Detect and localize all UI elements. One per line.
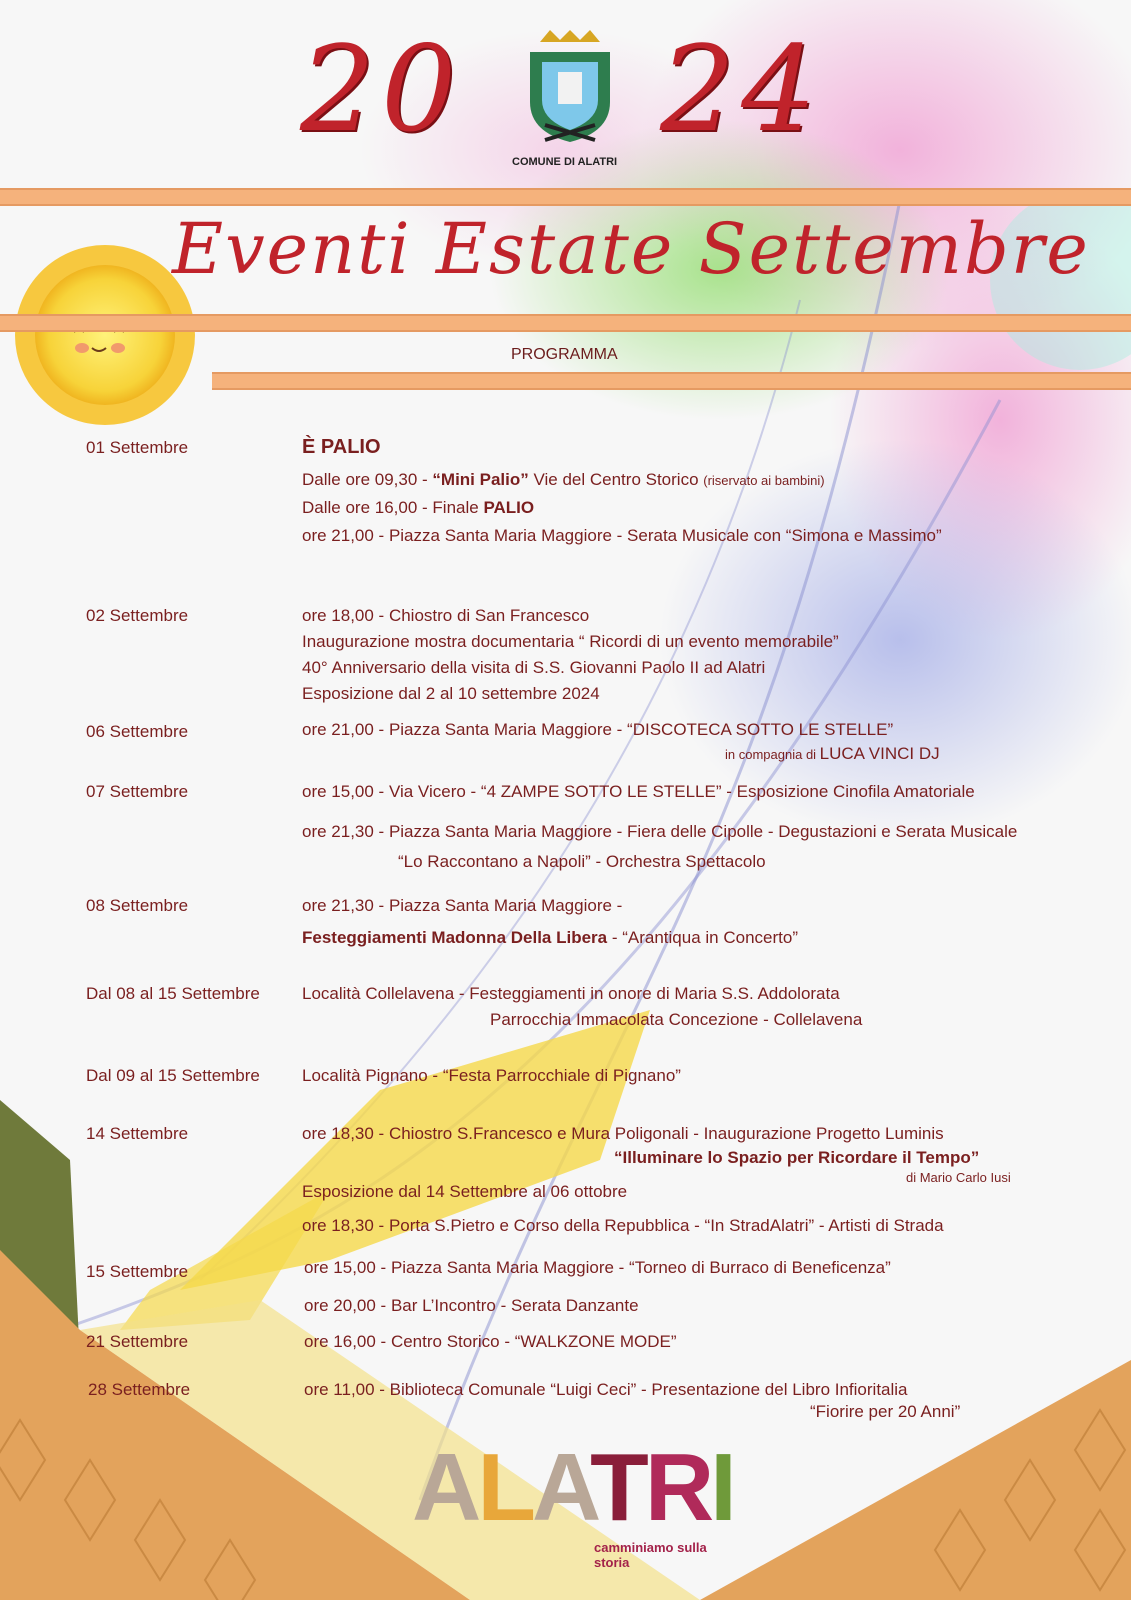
event-date: 07 Settembre (86, 782, 189, 801)
event-text: Dalle ore 09,30 - (302, 470, 433, 489)
event-line: ore 18,30 - Chiostro S.Francesco e Mura Poligonali - Inaugurazione Progetto Luminis (302, 1124, 944, 1143)
event-line: ore 21,00 - Piazza Santa Maria Maggiore - “DISCOTECA SOTTO LE STELLE” (302, 720, 894, 739)
event-date: 08 Settembre (86, 896, 189, 915)
event-note: di Mario Carlo Iusi (906, 1170, 1011, 1185)
alatri-logo (412, 1434, 733, 1570)
event-line: ore 18,30 - Porta S.Pietro e Corso della Repubblica - “In StradAlatri” - Artisti di Strada (302, 1216, 944, 1235)
event-line: Parrocchia Immacolata Concezione - Collelavena (490, 1010, 863, 1029)
event-highlight: “Mini Palio” (432, 470, 529, 489)
event-highlight: PALIO (483, 498, 535, 517)
logo-letter: R (644, 1434, 711, 1541)
event-line: Località Pignano - “Festa Parrocchiale di Pignano” (302, 1066, 681, 1085)
event-line: ore 18,00 - Chiostro di San Francesco (302, 606, 590, 625)
logo-tagline: camminiamo sulla storia (594, 1540, 707, 1570)
event-text: - “Arantiqua in Concerto” (607, 928, 798, 947)
logo-letter: I (710, 1434, 733, 1541)
logo-wordmark (412, 1434, 733, 1541)
event-date: 21 Settembre (86, 1332, 189, 1351)
event-highlight: Festeggiamenti Madonna Della Libera (302, 928, 608, 947)
event-line: ore 11,00 - Biblioteca Comunale “Luigi Ceci” - Presentazione del Libro Infioritalia (304, 1380, 908, 1399)
event-line: ore 15,00 - Via Vicero - “4 ZAMPE SOTTO LE STELLE” - Esposizione Cinofila Amatoriale (302, 782, 975, 801)
event-text: Vie del Centro Storico (528, 470, 704, 489)
event-date: 06 Settembre (86, 722, 189, 741)
event-line: ore 21,00 - Piazza Santa Maria Maggiore - Serata Musicale con “Simona e Massimo” (302, 526, 942, 545)
logo-letter: A (412, 1434, 478, 1541)
event-text: Dalle ore 16,00 - Finale (302, 498, 484, 517)
decorative-band (0, 314, 1131, 332)
event-line: Esposizione dal 14 Settembre al 06 ottobre (302, 1182, 628, 1201)
event-note: (riservato ai bambini) (703, 473, 825, 488)
event-line: “Fiorire per 20 Anni” (810, 1402, 961, 1421)
event-line: Località Collelavena - Festeggiamenti in onore di Maria S.S. Addolorata (302, 984, 840, 1003)
program-subtitle: PROGRAMMA (511, 346, 618, 363)
logo-letter: T (590, 1434, 645, 1541)
year-left: 20 (300, 20, 463, 158)
page-title: Eventi Estate Settembre (172, 208, 1090, 290)
event-line: ore 21,30 - Piazza Santa Maria Maggiore - (302, 896, 623, 915)
logo-letter: L (477, 1434, 532, 1541)
event-line (302, 928, 798, 948)
logo-letter: A (531, 1434, 591, 1541)
event-line (302, 470, 825, 490)
event-line: ore 20,00 - Bar L’Incontro - Serata Danzante (304, 1296, 639, 1315)
event-heading: È PALIO (302, 436, 381, 458)
event-line: Esposizione dal 2 al 10 settembre 2024 (302, 684, 600, 703)
event-date: 28 Settembre (88, 1380, 191, 1399)
event-date: Dal 09 al 15 Settembre (86, 1066, 260, 1085)
event-text: LUCA VINCI DJ (819, 744, 940, 763)
event-date: 01 Settembre (86, 438, 189, 457)
event-line: ore 21,30 - Piazza Santa Maria Maggiore - Fiera delle Cipolle - Degustazioni e Serata Musicale (302, 822, 1018, 841)
event-highlight: “Illuminare lo Spazio per Ricordare il Tempo” (614, 1148, 980, 1167)
event-line (302, 498, 534, 518)
decorative-band (0, 188, 1131, 206)
event-line: “Lo Raccontano a Napoli” - Orchestra Spettacolo (398, 852, 766, 871)
decorative-band (212, 372, 1131, 390)
event-line: Inaugurazione mostra documentaria “ Ricordi di un evento memorabile” (302, 632, 839, 651)
event-line: 40° Anniversario della visita di S.S. Giovanni Paolo II ad Alatri (302, 658, 766, 677)
year-right: 24 (660, 20, 823, 158)
event-date: 02 Settembre (86, 606, 189, 625)
event-date: 14 Settembre (86, 1124, 189, 1143)
event-line: ore 15,00 - Piazza Santa Maria Maggiore - “Torneo di Burraco di Beneficenza” (304, 1258, 891, 1277)
event-note: in compagnia di (725, 747, 820, 762)
event-line: ore 16,00 - Centro Storico - “WALKZONE MODE” (304, 1332, 677, 1351)
sun-illustration (15, 245, 195, 425)
event-date: 15 Settembre (86, 1262, 189, 1281)
event-line (725, 744, 940, 764)
crest-caption: COMUNE DI ALATRI (512, 156, 618, 168)
event-date: Dal 08 al 15 Settembre (86, 984, 260, 1003)
